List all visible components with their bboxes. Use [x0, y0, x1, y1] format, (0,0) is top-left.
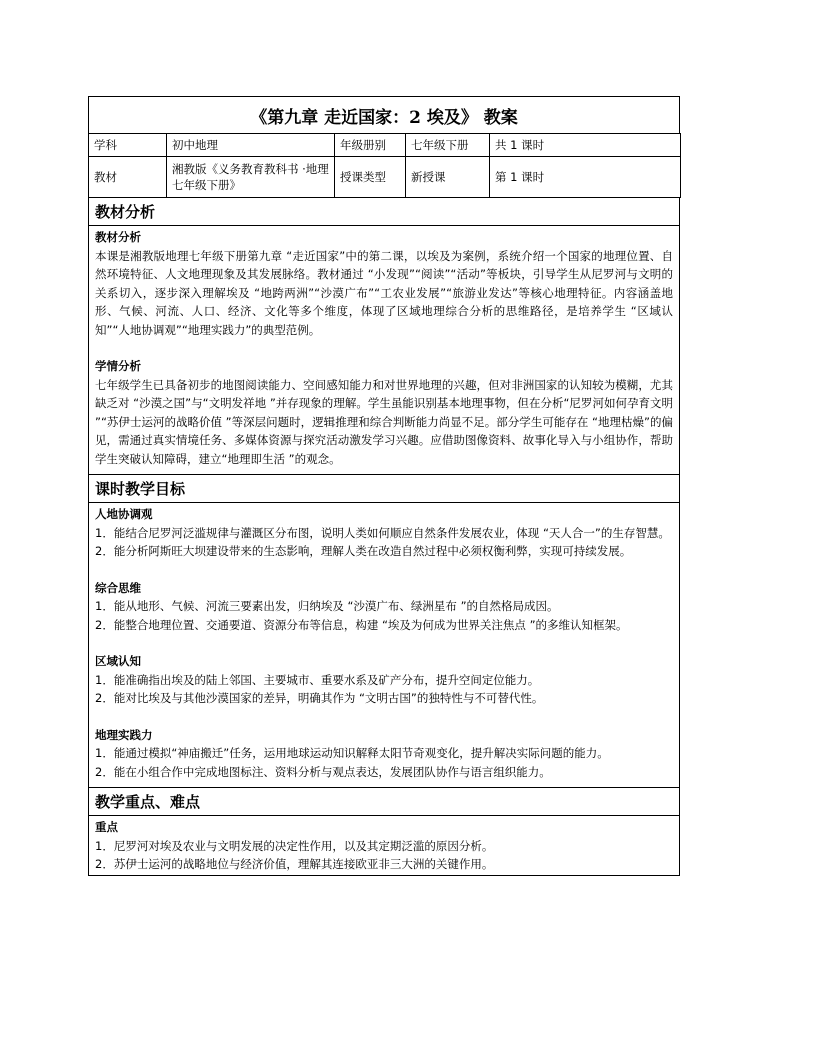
type-label: 授课类型 — [335, 157, 406, 198]
subheading-key-point: 重点 — [95, 820, 118, 834]
section-analysis — [88, 198, 680, 475]
subheading-student-analysis: 学情分析 — [95, 359, 141, 373]
section-goals — [88, 475, 680, 788]
goal-item: 2．能分析阿斯旺大坝建设带来的生态影响，理解人类在改造自然过程中必须权衡利弊，实现可持续发展。 — [95, 544, 632, 558]
goal-group-title: 综合思维 — [95, 580, 141, 595]
student-analysis-text: 七年级学生已具备初步的地图阅读能力、空间感知能力和对世界地理的兴趣，但对非洲国家的认知较为模糊，尤其缺乏对 “沙漠之国”与“文明发祥地 ”并存现象的理解。学生虽能识别基本地理事物，但在分析“尼罗河如何孕育文明 ”“苏伊士运河的战略价值 ”等深层问题时，逻辑推理和综合判断能力尚显不足。部分学生可能存在 “地理枯燥”的偏见，需通过真实情境任务、多媒体资源与探究活动激发学习兴趣。应借助图像资料、故事化导入与小组协作，帮助学生突破认知障碍，建立“地理即生活 ”的观念。 — [95, 377, 673, 466]
subheading-material-analysis: 教材分析 — [95, 230, 141, 244]
section-heading: 课时教学目标 — [89, 475, 679, 503]
document-title: 《第九章 走近国家：2 埃及》 教案 — [88, 96, 680, 133]
key-item: 1．尼罗河对埃及农业与文明发展的决定性作用，以及其定期泛滥的原因分析。 — [95, 838, 494, 853]
grade-label: 年级册别 — [335, 134, 406, 157]
info-table — [88, 133, 681, 198]
goal-item: 1．能结合尼罗河泛滥规律与灌溉区分布图，说明人类如何顺应自然条件发展农业，体现 “天人合一”的生存智慧。 — [95, 525, 670, 540]
goal-item: 2．能在小组合作中完成地图标注、资料分析与观点表达，发展团队协作与语言组织能力。 — [95, 764, 551, 779]
material-value: 湘教版《义务教育教科书 ·地理七年级下册》 — [167, 157, 335, 198]
goal-group-title: 区域认知 — [95, 654, 141, 668]
lesson-plan-document — [88, 96, 680, 876]
goal-item: 2．能整合地理位置、交通要道、资源分布等信息，构建 “埃及为何成为世界关注焦点 ”的多维认知框架。 — [95, 617, 628, 632]
material-label: 教材 — [89, 157, 167, 198]
grade-value: 七年级下册 — [406, 134, 490, 157]
goal-group-title: 人地协调观 — [95, 507, 153, 521]
subject-label: 学科 — [89, 134, 167, 157]
info-row-subject — [89, 134, 681, 157]
lesson-value: 第 1 课时 — [490, 157, 681, 198]
goal-item: 2．能对比埃及与其他沙漠国家的差异，明确其作为 “文明古国”的独特性与不可替代性。 — [95, 691, 544, 705]
hours-value: 共 1 课时 — [490, 134, 681, 157]
section-heading: 教材分析 — [89, 198, 679, 226]
material-analysis-text: 本课是湘教版地理七年级下册第九章 “走近国家”中的第二课，以埃及为案例，系统介绍一个国家的地理位置、自然环境特征、人文地理现象及其发展脉络。教材通过 “小发现”“阅读”“活动”等板块，引导学生从尼罗河与文明的关系切入，逐步深入理解埃及 “地跨两洲”“沙漠广布”“工农业发展”“旅游业发达”等核心地理特征。内容涵盖地形、气候、河流、人口、经济、文化等多个维度，体现了区域地理综合分析的思维路径，是培养学生 “区域认知”“人地协调观”“地理实践力”的典型范例。 — [95, 248, 673, 337]
goal-group-title: 地理实践力 — [95, 727, 153, 742]
goal-item: 1．能从地形、气候、河流三要素出发，归纳埃及 “沙漠广布、绿洲星布 ”的自然格局成因。 — [95, 599, 559, 613]
goal-item: 1．能通过模拟“神庙搬迁”任务，运用地球运动知识解释太阳节奇观变化，提升解决实际问题的能力。 — [95, 746, 609, 760]
section-key-points — [88, 788, 680, 876]
type-value: 新授课 — [406, 157, 490, 198]
subject-value: 初中地理 — [167, 134, 335, 157]
info-row-material — [89, 157, 681, 198]
section-heading: 教学重点、难点 — [89, 788, 679, 816]
key-item: 2．苏伊士运河的战略地位与经济价值，理解其连接欧亚非三大洲的关键作用。 — [95, 857, 494, 871]
goal-item: 1．能准确指出埃及的陆上邻国、主要城市、重要水系及矿产分布，提升空间定位能力。 — [95, 672, 540, 687]
